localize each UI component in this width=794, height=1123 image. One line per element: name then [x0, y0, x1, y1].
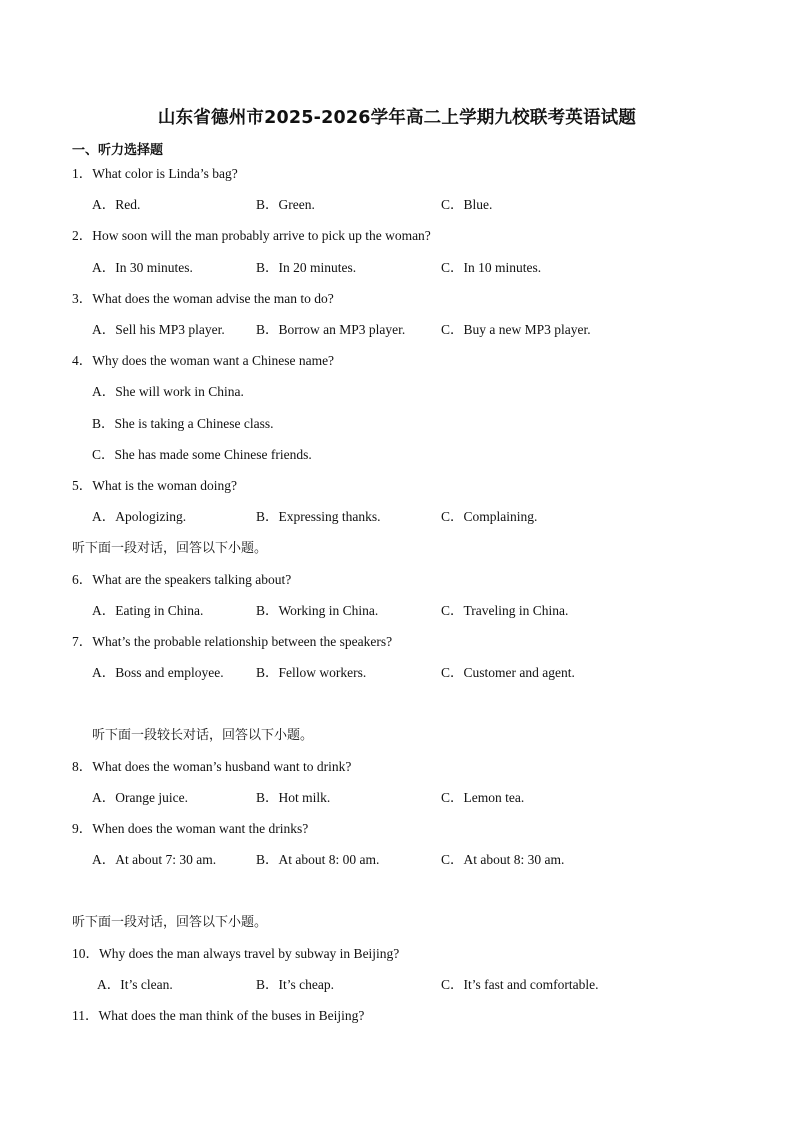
question-6: 6．What are the speakers talking about?: [72, 572, 292, 587]
q8-option-c: C．Lemon tea.: [441, 790, 525, 805]
q1-option-a: A．Red.: [92, 197, 141, 212]
question-3: 3．What does the woman advise the man to do?: [72, 291, 334, 306]
q2-option-b: B．In 20 minutes.: [256, 260, 357, 275]
q4-option-c: C．She has made some Chinese friends.: [92, 447, 312, 462]
q10-option-c: C．It’s fast and comfortable.: [441, 977, 599, 992]
question-5: 5．What is the woman doing?: [72, 478, 237, 493]
q7-option-c: C．Customer and agent.: [441, 665, 575, 680]
q7-option-b: B．Fellow workers.: [256, 665, 367, 680]
q1-option-b: B．Green.: [256, 197, 315, 212]
page-title: 山东省德州市2025-2026学年高二上学期九校联考英语试题: [157, 108, 637, 128]
q3-option-c: C．Buy a new MP3 player.: [441, 322, 591, 337]
q8-option-b: B．Hot milk.: [256, 790, 331, 805]
question-2: 2．How soon will the man probably arrive to pick up the woman?: [72, 228, 431, 243]
q6-option-b: B．Working in China.: [256, 603, 379, 618]
q1-option-c: C．Blue.: [441, 197, 493, 212]
question-8: 8．What does the woman’s husband want to drink?: [72, 759, 352, 774]
q2-option-a: A．In 30 minutes.: [92, 260, 193, 275]
q6-option-c: C．Traveling in China.: [441, 603, 569, 618]
q4-option-a: A．She will work in China.: [92, 384, 244, 399]
dialog-instruction: 听下面一段对话，回答以下小题。: [72, 915, 268, 930]
question-1: 1．What color is Linda’s bag?: [72, 166, 238, 181]
q9-option-b: B．At about 8: 00 am.: [256, 852, 380, 867]
question-7: 7．What’s the probable relationship between the speakers?: [72, 634, 393, 649]
question-11: 11．What does the man think of the buses in Beijing?: [72, 1008, 365, 1023]
question-10: 10．Why does the man always travel by subway in Beijing?: [72, 946, 400, 961]
q8-option-a: A．Orange juice.: [92, 790, 188, 805]
q5-option-a: A．Apologizing.: [92, 509, 187, 524]
q5-option-c: C．Complaining.: [441, 509, 538, 524]
q10-option-a: A．It’s clean.: [97, 977, 173, 992]
dialog-instruction: 听下面一段较长对话，回答以下小题。: [92, 728, 314, 743]
question-4: 4．Why does the woman want a Chinese name?: [72, 353, 335, 368]
q4-option-b: B．She is taking a Chinese class.: [92, 416, 274, 431]
q9-option-a: A．At about 7: 30 am.: [92, 852, 217, 867]
q6-option-a: A．Eating in China.: [92, 603, 204, 618]
dialog-instruction: 听下面一段对话，回答以下小题。: [72, 541, 268, 556]
question-9: 9．When does the woman want the drinks?: [72, 821, 309, 836]
q10-option-b: B．It’s cheap.: [256, 977, 334, 992]
q5-option-b: B．Expressing thanks.: [256, 509, 381, 524]
q2-option-c: C．In 10 minutes.: [441, 260, 542, 275]
section-heading: 一、听力选择题: [72, 143, 164, 158]
q9-option-c: C．At about 8: 30 am.: [441, 852, 565, 867]
q7-option-a: A．Boss and employee.: [92, 665, 224, 680]
q3-option-a: A．Sell his MP3 player.: [92, 322, 225, 337]
q3-option-b: B．Borrow an MP3 player.: [256, 322, 406, 337]
